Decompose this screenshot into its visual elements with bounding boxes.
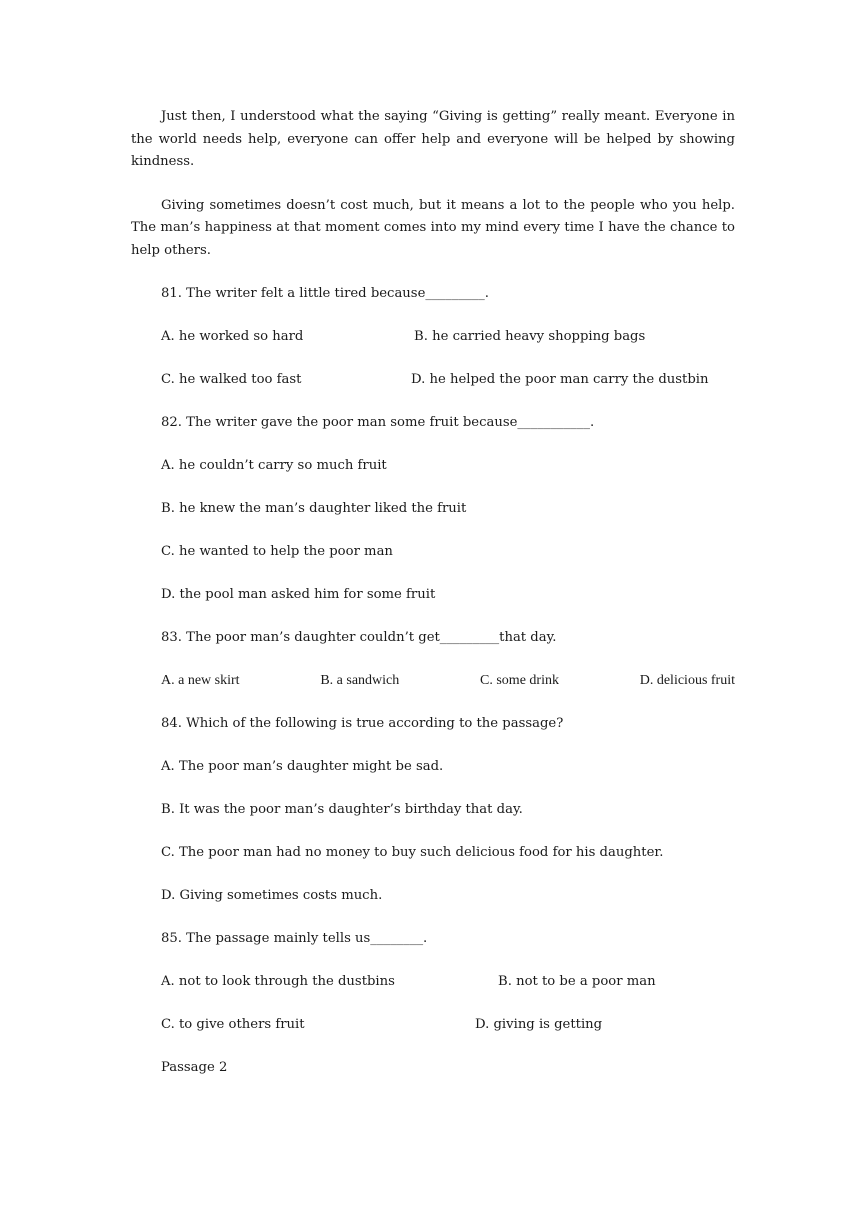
question-84-option-c: C. The poor man had no money to buy such delicious food for his daughter. — [161, 845, 664, 860]
question-81-options-row-1 — [131, 326, 735, 348]
question-85-option-d: D. giving is getting — [475, 1017, 603, 1032]
question-83-option-c: C. some drink — [480, 673, 559, 688]
question-85-stem: 85. The passage mainly tells us________. — [161, 931, 428, 946]
document-page — [131, 106, 735, 1079]
question-81-options-row-2 — [131, 369, 735, 391]
question-83-option-b: B. a sandwich — [320, 673, 400, 688]
question-83-stem: 83. The poor man’s daughter couldn’t get_________that day. — [161, 630, 557, 645]
question-84-option-a: A. The poor man’s daughter might be sad. — [161, 759, 444, 774]
passage-2-label: Passage 2 — [161, 1060, 228, 1075]
question-82-option-a: A. he couldn’t carry so much fruit — [161, 458, 387, 473]
question-81-option-a: A. he worked so hard — [161, 329, 304, 344]
question-84-option-d: D. Giving sometimes costs much. — [161, 888, 383, 903]
question-85-option-c: C. to give others fruit — [161, 1017, 305, 1032]
question-81-option-c: C. he walked too fast — [161, 372, 302, 387]
question-82-option-b: B. he knew the man’s daughter liked the fruit — [161, 501, 467, 516]
question-84-option-b: B. It was the poor man’s daughter’s birthday that day. — [161, 802, 523, 817]
question-82-option-c: C. he wanted to help the poor man — [161, 544, 393, 559]
question-83-option-d: D. delicious fruit — [639, 673, 735, 688]
question-85-options-row-2 — [131, 1014, 735, 1036]
question-83-option-a: A. a new skirt — [161, 673, 240, 688]
question-81-option-d: D. he helped the poor man carry the dustbin — [411, 372, 709, 387]
question-83-options-row — [131, 670, 735, 692]
question-82-stem: 82. The writer gave the poor man some fruit because___________. — [161, 415, 595, 430]
paragraph-giving-cost: Giving sometimes doesn’t cost much, but it means a lot to the people who you help. The man’s happiness at that moment comes into my mind every time I have the chance to help others. — [131, 197, 735, 258]
question-81-stem: 81. The writer felt a little tired because_________. — [161, 286, 489, 301]
question-85-option-b: B. not to be a poor man — [498, 974, 656, 989]
question-85-option-a: A. not to look through the dustbins — [161, 974, 395, 989]
question-84-stem: 84. Which of the following is true according to the passage? — [161, 716, 564, 731]
paragraph-giving-is-getting: Just then, I understood what the saying “Giving is getting” really meant. Everyone in the world needs help, everyone can offer help and everyone will be helped by showing kindness. — [131, 109, 735, 169]
question-85-options-row-1 — [131, 971, 735, 993]
question-81-option-b: B. he carried heavy shopping bags — [414, 329, 646, 344]
question-82-option-d: D. the pool man asked him for some fruit — [161, 587, 436, 602]
